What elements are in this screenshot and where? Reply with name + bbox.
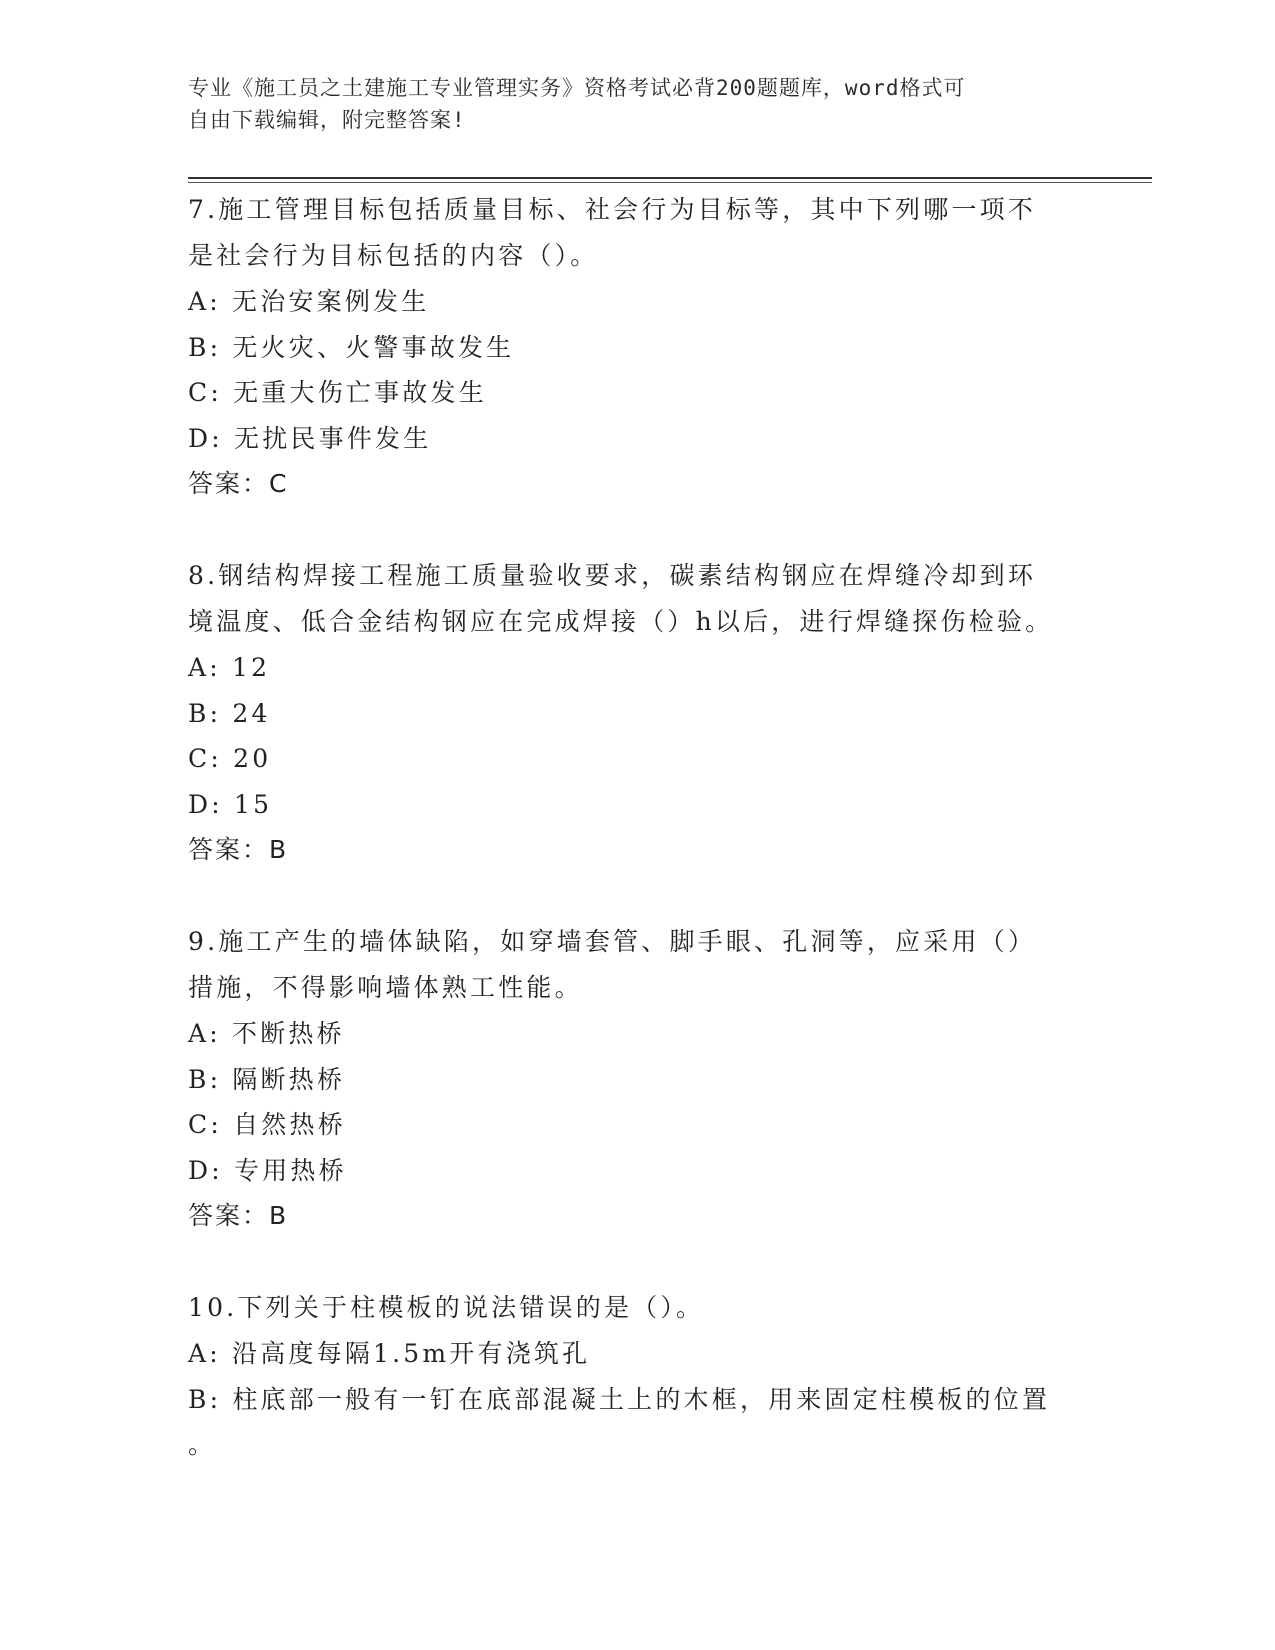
header-divider-thin [188, 182, 1152, 183]
option-b: B: 柱底部一般有一钉在底部混凝土上的木框，用来固定柱模板的位置 [188, 1384, 1051, 1414]
question-text-line: 10.下列关于柱模板的说法错误的是（）。 [188, 1293, 705, 1322]
option-c: C: 无重大伤亡事故发生 [188, 378, 487, 407]
question-9 [188, 919, 1088, 1239]
answer: 答案：C [188, 469, 289, 498]
option-a: A: 沿高度每隔1.5m开有浇筑孔 [188, 1339, 591, 1368]
option-b: B: 24 [188, 698, 271, 728]
spacer [188, 1239, 1088, 1285]
answer: 答案：B [188, 835, 289, 864]
header-divider [188, 177, 1152, 179]
question-text-line: 是社会行为目标包括的内容（）。 [188, 241, 599, 270]
header-line-1: 专业《施工员之土建施工专业管理实务》资格考试必背200题题库，word格式可 [188, 76, 966, 100]
option-a: A: 12 [188, 653, 271, 682]
document-header [188, 72, 1068, 136]
spacer [188, 873, 1088, 919]
question-7 [188, 187, 1088, 507]
question-text-line: 措施，不得影响墙体熟工性能。 [188, 973, 583, 1002]
header-line-2: 自由下载编辑，附完整答案! [188, 108, 466, 132]
option-c: C: 自然热桥 [188, 1110, 346, 1139]
question-list [188, 187, 1088, 1468]
option-c: C: 20 [188, 744, 272, 773]
question-10 [188, 1285, 1088, 1468]
spacer [188, 507, 1088, 553]
option-b: B: 隔断热桥 [188, 1064, 346, 1094]
question-8 [188, 553, 1088, 873]
option-d: D: 专用热桥 [188, 1155, 347, 1185]
option-a: A: 不断热桥 [188, 1019, 345, 1048]
option-b: B: 无火灾、火警事故发生 [188, 332, 515, 362]
question-text-line: 9.施工产生的墙体缺陷，如穿墙套管、脚手眼、孔洞等，应采用（） [188, 927, 1037, 956]
option-b-continuation: 。 [188, 1430, 217, 1459]
option-d: D: 15 [188, 789, 273, 819]
question-text-line: 8.钢结构焊接工程施工质量验收要求，碳素结构钢应在焊缝冷却到环 [188, 561, 1037, 590]
answer: 答案：B [188, 1201, 289, 1230]
question-text-line: 境温度、低合金结构钢应在完成焊接（）h以后，进行焊缝探伤检验。 [188, 607, 1054, 636]
option-a: A: 无治安案例发生 [188, 287, 430, 316]
question-text-line: 7.施工管理目标包括质量目标、社会行为目标等，其中下列哪一项不 [188, 195, 1037, 224]
option-d: D: 无扰民事件发生 [188, 423, 432, 453]
